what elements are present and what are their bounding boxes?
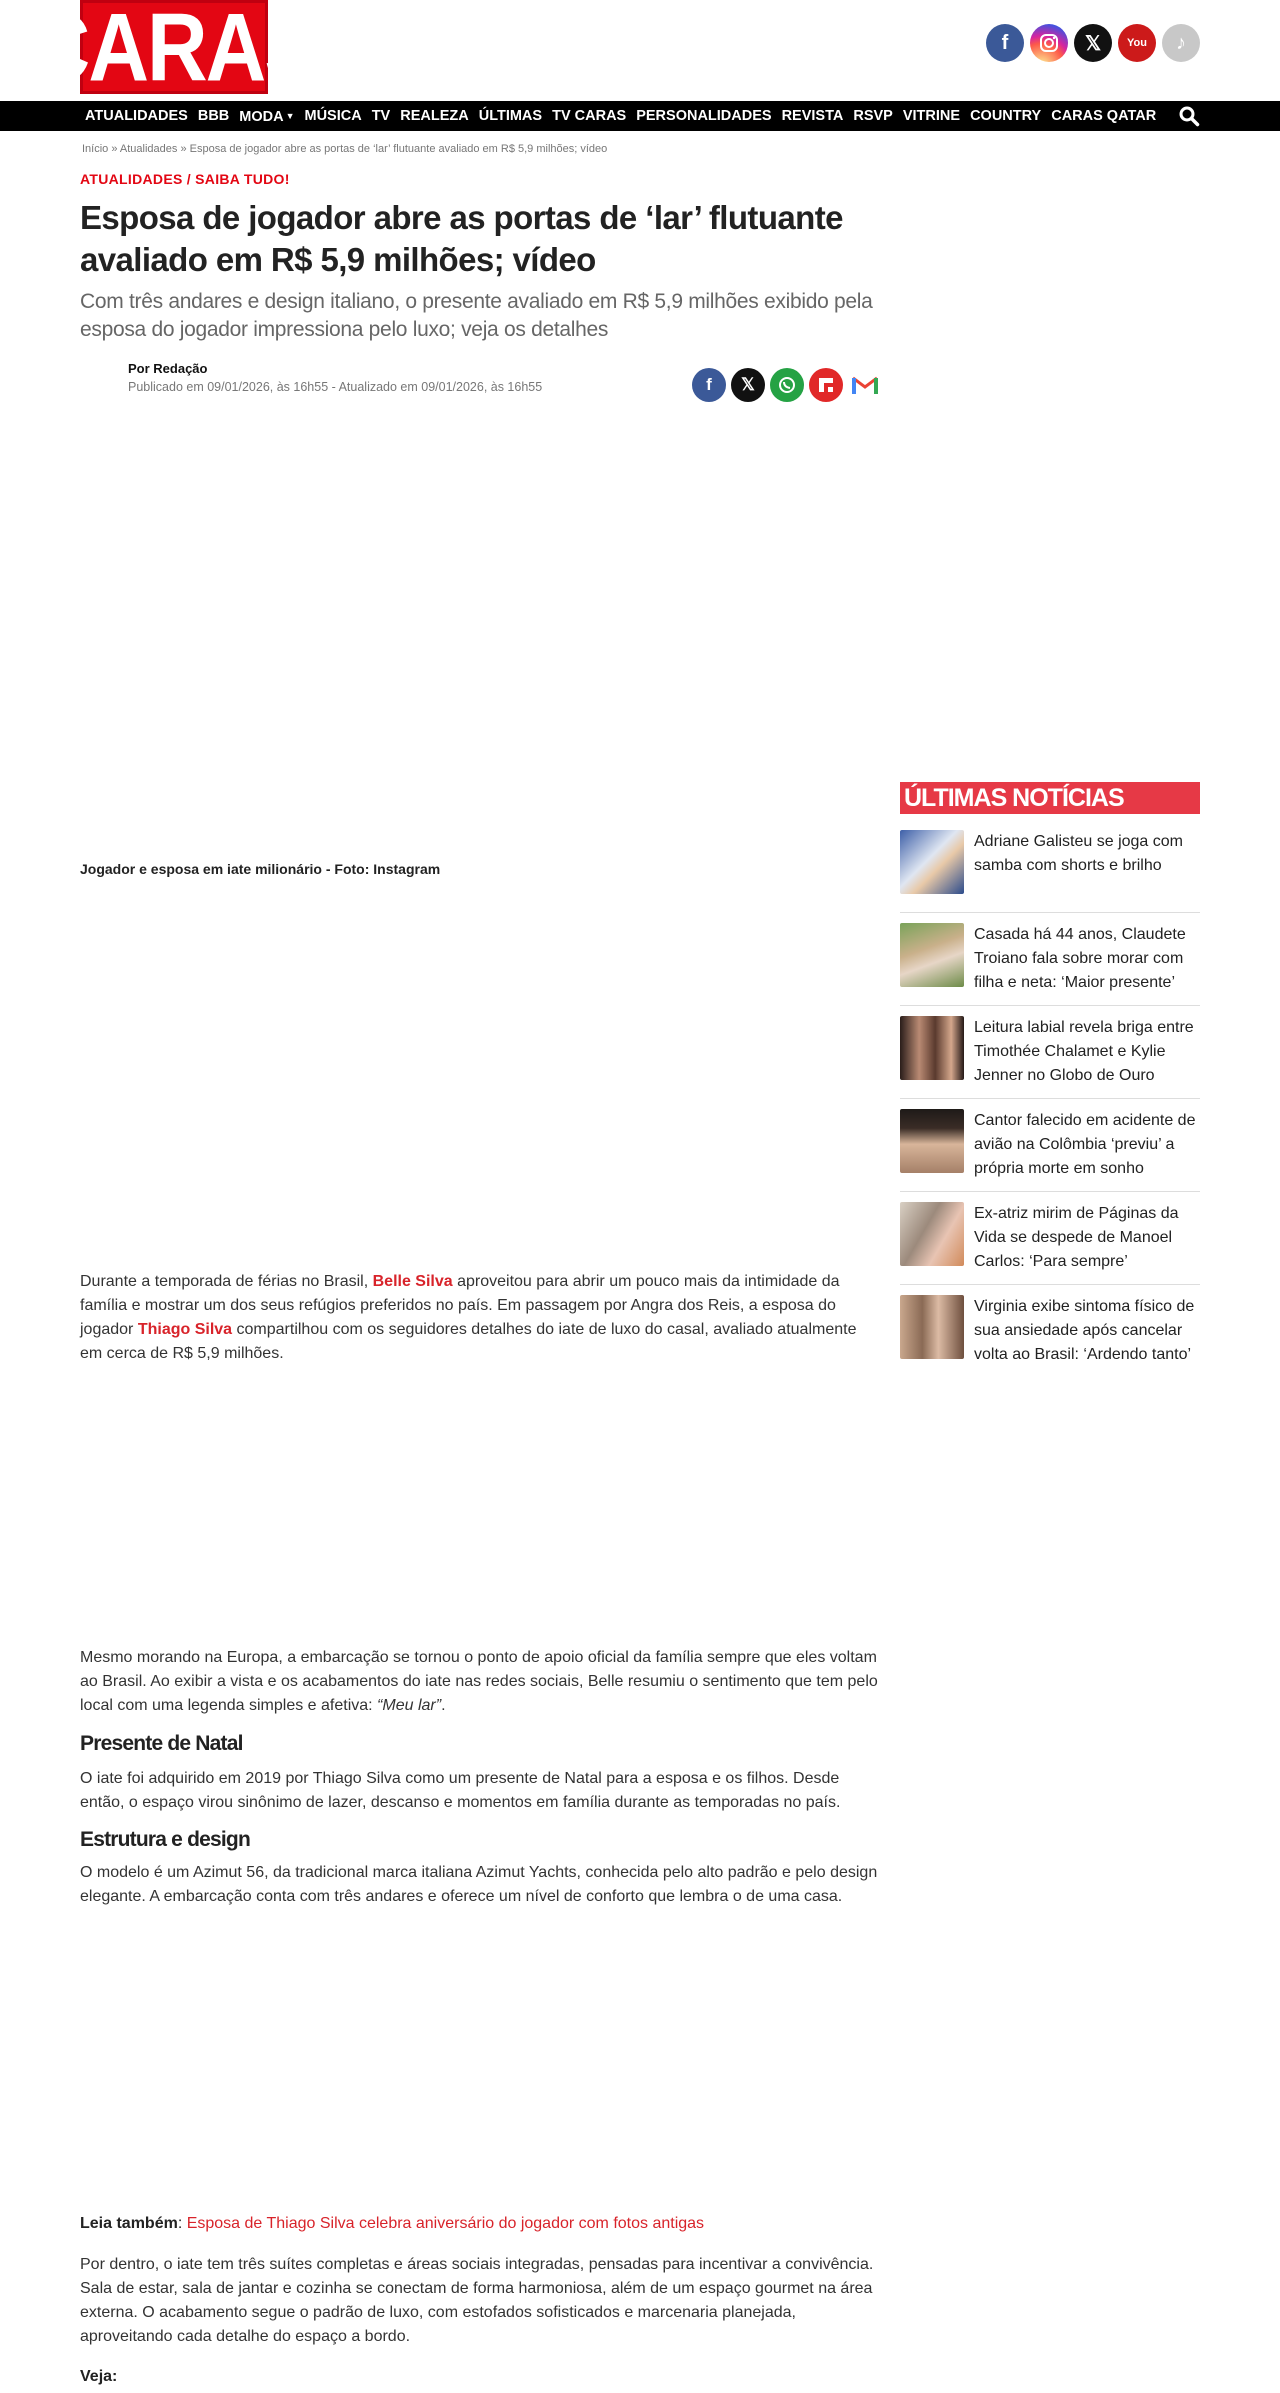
- latest-news-item[interactable]: Leitura labial revela briga entre Timothée Chalamet e Kylie Jenner no Globo de Ouro: [900, 1006, 1200, 1099]
- news-thumbnail[interactable]: [900, 1016, 964, 1080]
- latest-news-item[interactable]: Virginia exibe sintoma físico de sua ansiedade após cancelar volta ao Brasil: ‘Ardendo tanto’: [900, 1285, 1200, 1378]
- share-flipboard-icon[interactable]: [809, 368, 843, 402]
- search-icon[interactable]: [1178, 105, 1200, 127]
- caras-logo[interactable]: CARAS: [29, 0, 319, 102]
- link-belle-silva[interactable]: Belle Silva: [372, 1273, 453, 1290]
- section-heading: Presente de Natal: [80, 1732, 243, 1755]
- latest-news-list: [900, 820, 1200, 1378]
- see-label: Veja:: [80, 2368, 118, 2385]
- nav-item-revista[interactable]: REVISTA: [781, 108, 844, 124]
- nav-item-musica[interactable]: MÚSICA: [304, 108, 362, 124]
- news-thumbnail[interactable]: [900, 1202, 964, 1266]
- nav-item-tv[interactable]: TV: [371, 108, 391, 124]
- nav-item-tv-caras[interactable]: TV CARAS: [552, 108, 627, 124]
- share-whatsapp-icon[interactable]: [770, 368, 804, 402]
- nav-item-bbb[interactable]: BBB: [197, 108, 230, 124]
- breadcrumb[interactable]: Início » Atualidades » Esposa de jogador abre as portas de ‘lar’ flutuante avaliado em R$ 5,9 milhões; vídeo: [82, 143, 608, 155]
- youtube-icon[interactable]: You: [1118, 24, 1156, 62]
- main-nav: [0, 101, 1280, 131]
- nav-item-caras-qatar[interactable]: CARAS QATAR: [1051, 108, 1157, 124]
- tiktok-icon[interactable]: ♪: [1162, 24, 1200, 62]
- read-also: Leia também: Esposa de Thiago Silva celebra aniversário do jogador com fotos antigas: [80, 2215, 705, 2232]
- article-dates: Publicado em 09/01/2026, às 16h55 - Atualizado em 09/01/2026, às 16h55: [128, 380, 543, 394]
- instagram-icon[interactable]: [1030, 24, 1068, 62]
- article-author: Por Redação: [128, 361, 208, 376]
- latest-news-item[interactable]: Ex-atriz mirim de Páginas da Vida se despede de Manoel Carlos: ‘Para sempre’: [900, 1192, 1200, 1285]
- chevron-down-icon: ▼: [285, 110, 295, 121]
- latest-news-item[interactable]: Casada há 44 anos, Claudete Troiano fala sobre morar com filha e neta: ‘Maior presente’: [900, 913, 1200, 1006]
- article-paragraph: Mesmo morando na Europa, a embarcação se tornou o ponto de apoio oficial da família sempre que eles voltam ao Brasil. Ao exibir a vista e os acabamentos do iate nas redes sociais, Belle resumiu o sentimento que tem pelo local com uma legenda simples e afetiva: “Meu lar”.: [80, 1649, 878, 1714]
- news-thumbnail[interactable]: [900, 830, 964, 894]
- nav-item-moda[interactable]: MODA ▼: [239, 108, 295, 125]
- image-caption: Jogador e esposa em iate milionário - Foto: Instagram: [80, 861, 441, 877]
- article-paragraph: O iate foi adquirido em 2019 por Thiago Silva como um presente de Natal para a esposa e os filhos. Desde então, o espaço virou sinônimo de lazer, descanso e momentos em família durante as temporadas no país.: [80, 1770, 841, 1811]
- nav-item-realeza[interactable]: REALEZA: [400, 108, 469, 124]
- article-kicker[interactable]: ATUALIDADES / SAIBA TUDO!: [80, 171, 290, 187]
- share-buttons: [692, 368, 882, 402]
- news-thumbnail[interactable]: [900, 1109, 964, 1173]
- section-heading: Estrutura e design: [80, 1828, 250, 1851]
- nav-item-personalidades[interactable]: PERSONALIDADES: [636, 108, 772, 124]
- latest-news-heading: ÚLTIMAS NOTÍCIAS: [900, 782, 1200, 814]
- nav-item-country[interactable]: COUNTRY: [970, 108, 1042, 124]
- link-thiago-silva[interactable]: Thiago Silva: [137, 1321, 233, 1338]
- read-also-link[interactable]: Esposa de Thiago Silva celebra aniversário do jogador com fotos antigas: [186, 2215, 705, 2232]
- nav-item-atualidades[interactable]: ATUALIDADES: [85, 108, 188, 124]
- article-paragraph: Por dentro, o iate tem três suítes completas e áreas sociais integradas, pensadas para incentivar a convivência. Sala de estar, sala de jantar e cozinha se conectam de forma harmoniosa, além de um espaço gourmet na área externa. O acabamento segue o padrão de luxo, com estofados sofisticados e marcenaria planejada, aproveitando cada detalhe do espaço a bordo.: [80, 2256, 874, 2345]
- article-paragraph: O modelo é um Azimut 56, da tradicional marca italiana Azimut Yachts, conhecida pelo alto padrão e pelo design elegante. A embarcação conta com três andares e oferece um nível de conforto que lembra o de uma casa.: [80, 1864, 878, 1905]
- article-subtitle: Com três andares e design italiano, o presente avaliado em R$ 5,9 milhões exibido pela esposa do jogador impressiona pelo luxo; veja os detalhes: [80, 290, 873, 341]
- share-facebook-icon[interactable]: f: [692, 368, 726, 402]
- latest-news-item[interactable]: Cantor falecido em acidente de avião na Colômbia ‘previu’ a própria morte em sonho: [900, 1099, 1200, 1192]
- share-gmail-icon[interactable]: [848, 368, 882, 402]
- latest-news-item[interactable]: Adriane Galisteu se joga com samba com shorts e brilho: [900, 820, 1200, 913]
- share-x-icon[interactable]: 𝕏: [731, 368, 765, 402]
- nav-item-rsvp[interactable]: RSVP: [853, 108, 893, 124]
- news-thumbnail[interactable]: [900, 923, 964, 987]
- facebook-icon[interactable]: f: [986, 24, 1024, 62]
- x-icon[interactable]: 𝕏: [1074, 24, 1112, 62]
- article-paragraph: Durante a temporada de férias no Brasil, Belle Silva aproveitou para abrir um pouco mais da intimidade da família e mostrar um dos seus refúgios preferidos no país. Em passagem por Angra dos Reis, a esposa do jogador Thiago Silva compartilhou com os seguidores detalhes do iate de luxo do casal, avaliado atualmente em cerca de R$ 5,9 milhões.: [80, 1273, 857, 1362]
- news-thumbnail[interactable]: [900, 1295, 964, 1359]
- site-header: [0, 0, 1280, 100]
- social-links: [986, 24, 1200, 62]
- nav-item-vitrine[interactable]: VITRINE: [902, 108, 961, 124]
- nav-item-ultimas[interactable]: ÚLTIMAS: [478, 108, 543, 124]
- article-title: Esposa de jogador abre as portas de ‘lar’ flutuante avaliado em R$ 5,9 milhões; vídeo: [80, 199, 843, 278]
